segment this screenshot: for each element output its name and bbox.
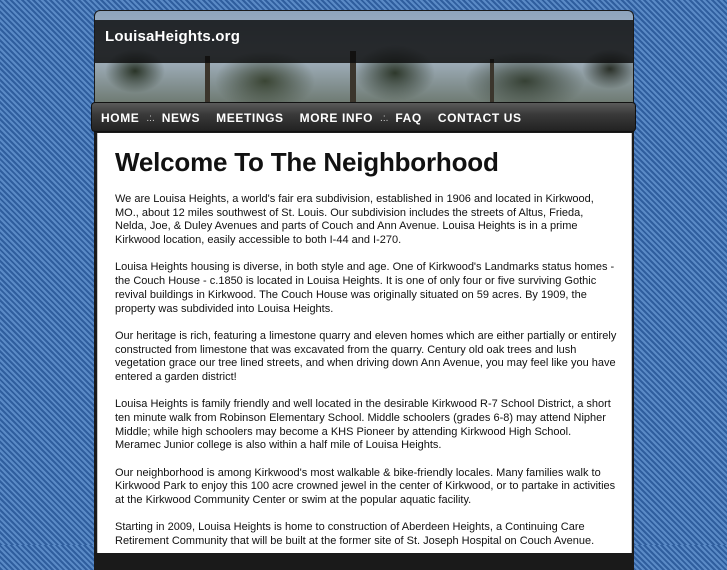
page-title: Welcome To The Neighborhood xyxy=(115,147,499,177)
paragraph-aberdeen: Starting in 2009, Louisa Heights is home to construction of Aberdeen Heights, a Continuing Care Retirement Community that will be built at the former site of St. Joseph Hospital on Couch Avenue. xyxy=(115,521,595,548)
nav-separator: .:. xyxy=(146,112,155,124)
nav-faq[interactable]: FAQ xyxy=(395,111,422,125)
tree-trunk-graphic xyxy=(205,56,210,103)
header-banner xyxy=(95,11,633,103)
nav-contact-us[interactable]: CONTACT US xyxy=(437,111,522,125)
tree-trunk-graphic xyxy=(490,59,494,103)
nav-meetings[interactable]: MEETINGS xyxy=(216,111,284,125)
paragraph-housing: Louisa Heights housing is diverse, in both style and age. One of Kirkwood's Landmarks status homes - the Couch House - c.1850 is located in Louisa Heights. It is one of only four or five surviving Gothic revival buildings in Kirkwood. The Couch House was originally situated on 59 acres. By 1909, the property was subdivided into Louisa Heights. xyxy=(115,261,615,315)
paragraph-schools: Louisa Heights is family friendly and well located in the desirable Kirkwood R-7 School District, a short ten minute walk from Robinson Elementary School. Middle schoolers (grades 6-8) may attend Nipher Middle; while high schoolers may become a KHS Pioneer by attending Kirkwood High School. Meramec Junior college is also within a half mile of Louisa Heights. xyxy=(115,398,611,452)
article-body xyxy=(115,193,617,562)
nav-news[interactable]: NEWS xyxy=(161,111,201,125)
nav-separator: .:. xyxy=(380,112,389,124)
main-nav xyxy=(101,111,522,125)
paragraph-walkability: Our neighborhood is among Kirkwood's most walkable & bike-friendly locales. Many families walk to Kirkwood Park to enjoy this 100 acre crowned jewel in the center of Kirkwood, or to partake in activities at the Kirkwood Community Center or swim at the popular aquatic facility. xyxy=(115,466,616,507)
site-title[interactable]: LouisaHeights.org xyxy=(105,28,241,45)
nav-more-info[interactable]: MORE INFO xyxy=(299,111,374,125)
paragraph-heritage: Our heritage is rich, featuring a limestone quarry and eleven homes which are either partially or entirely constructed from limestone that was excavated from the quarry. Century old oak trees and lush vegetation grace our tree lined streets, and when driving down Ann Avenue, you may feel like you have entered a garden district! xyxy=(115,329,617,383)
paragraph-intro: We are Louisa Heights, a world's fair era subdivision, established in 1906 and located in Kirkwood, MO., about 12 miles southwest of St. Louis. Our subdivision includes the streets of Altus, Frieda, Nelda, Joe, & Duley Avenues and parts of Couch and Ann Avenue. Louisa Heights is in a prime Kirkwood location, easily accessible to both I-44 and I-270. xyxy=(115,193,594,247)
main-content xyxy=(97,133,632,553)
nav-home[interactable]: HOME xyxy=(101,111,140,125)
main-nav-bar xyxy=(91,102,636,132)
